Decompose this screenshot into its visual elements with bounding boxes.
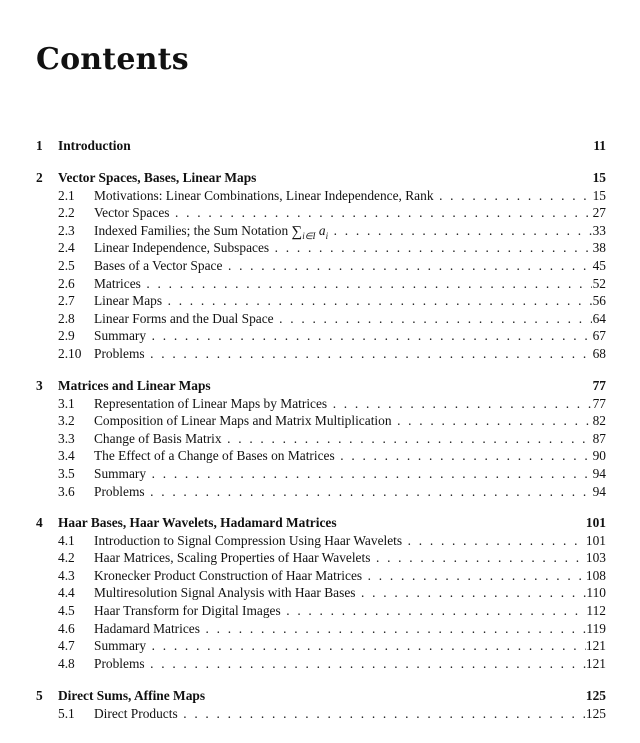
chapter-title: Haar Bases, Haar Wavelets, Hadamard Matrices xyxy=(58,515,337,530)
section-title: Linear Maps . . . xyxy=(94,292,592,310)
chapter-heading[interactable] xyxy=(0,137,640,155)
sum-subscript: i∈I xyxy=(302,230,316,241)
section-title: Linear Forms and the Dual Space . . . xyxy=(94,310,592,328)
section-page: 90 xyxy=(592,448,606,464)
section-page: 56 xyxy=(592,293,606,309)
section-title: Haar Transform for Digital Images . . . xyxy=(94,602,592,620)
section-page: 112 xyxy=(586,602,606,618)
section-number: 4.8 xyxy=(58,655,75,671)
toc-entry[interactable] xyxy=(0,620,640,638)
chapter-page: 125 xyxy=(585,688,606,703)
chapter-number: 2 xyxy=(36,170,43,185)
section-number: 3.4 xyxy=(58,448,75,464)
toc-entry[interactable] xyxy=(0,430,640,448)
section-title: The Effect of a Change of Bases on Matrices . . . xyxy=(94,447,592,465)
chapter-3 xyxy=(0,377,640,500)
toc-entry[interactable] xyxy=(0,239,640,257)
chapter-heading[interactable] xyxy=(0,687,640,705)
section-title: Multiresolution Signal Analysis with Haar Bases . . . xyxy=(94,584,592,602)
section-number: 2.2 xyxy=(58,205,75,221)
section-title: Motivations: Linear Combinations, Linear Independence, Rank . . . xyxy=(94,187,592,205)
section-title: Vector Spaces . . . xyxy=(94,204,592,222)
section-number: 3.3 xyxy=(58,430,75,446)
toc-entry[interactable] xyxy=(0,705,640,723)
chapter-title: Vector Spaces, Bases, Linear Maps xyxy=(58,170,257,185)
section-number: 3.5 xyxy=(58,465,75,481)
sum-term: a xyxy=(318,222,326,238)
toc-entry[interactable] xyxy=(0,327,640,345)
section-page: 94 xyxy=(592,483,606,499)
section-page: 101 xyxy=(585,532,606,548)
toc-entry[interactable] xyxy=(0,310,640,328)
section-page: 110 xyxy=(586,585,606,601)
section-page: 121 xyxy=(585,638,606,654)
section-number: 2.9 xyxy=(58,328,75,344)
section-title: Problems . . . xyxy=(94,345,592,363)
section-page: 45 xyxy=(592,257,606,273)
section-page: 121 xyxy=(585,655,606,671)
section-page: 15 xyxy=(592,187,606,203)
section-page: 38 xyxy=(592,240,606,256)
section-number: 2.3 xyxy=(58,222,75,238)
section-page: 67 xyxy=(592,328,606,344)
section-page: 108 xyxy=(585,567,606,583)
section-title: Hadamard Matrices . . . xyxy=(94,620,592,638)
chapter-number: 1 xyxy=(36,138,43,153)
toc-entry[interactable] xyxy=(0,567,640,585)
section-number: 3.2 xyxy=(58,413,75,429)
section-title: Indexed Families; the Sum Notation $\sum_{i\in I}$ $a_i$ . . . xyxy=(94,222,592,246)
chapter-number: 5 xyxy=(36,688,43,703)
chapter-2 xyxy=(0,169,640,363)
section-title: Summary . . . xyxy=(94,465,592,483)
toc-entry[interactable] xyxy=(0,655,640,673)
section-number: 4.1 xyxy=(58,532,75,548)
chapter-page: 77 xyxy=(592,378,606,393)
section-number: 3.6 xyxy=(58,483,75,499)
page-title: Contents xyxy=(36,42,189,77)
section-title: Change of Basis Matrix . . . xyxy=(94,430,592,448)
section-number: 4.4 xyxy=(58,585,75,601)
sum-symbol: ∑ xyxy=(291,223,303,240)
section-number: 5.1 xyxy=(58,705,75,721)
chapter-title: Introduction xyxy=(58,138,131,153)
toc-entry[interactable] xyxy=(0,549,640,567)
section-page: 68 xyxy=(592,345,606,361)
chapter-title: Direct Sums, Affine Maps xyxy=(58,688,206,703)
section-page: 87 xyxy=(592,430,606,446)
chapter-1 xyxy=(0,137,640,155)
section-number: 2.1 xyxy=(58,187,75,203)
chapter-title: Matrices and Linear Maps xyxy=(58,378,211,393)
chapter-4 xyxy=(0,514,640,672)
section-title: Problems . . . xyxy=(94,655,592,673)
section-number: 4.6 xyxy=(58,620,75,636)
section-title: Problems . . . xyxy=(94,483,592,501)
toc-entry[interactable] xyxy=(0,602,640,620)
section-page: 64 xyxy=(592,310,606,326)
toc-entry[interactable] xyxy=(0,222,640,240)
section-page: 125 xyxy=(585,705,606,721)
chapter-heading[interactable] xyxy=(0,169,640,187)
toc-entry[interactable] xyxy=(0,292,640,310)
toc-entry[interactable] xyxy=(0,447,640,465)
toc-entry[interactable] xyxy=(0,345,640,363)
section-number: 2.6 xyxy=(58,275,75,291)
section-title: Direct Products . . . xyxy=(94,705,592,723)
section-number: 2.7 xyxy=(58,293,75,309)
chapter-number: 4 xyxy=(36,515,43,530)
chapter-page: 15 xyxy=(592,170,606,185)
toc-entry[interactable] xyxy=(0,275,640,293)
section-number: 4.3 xyxy=(58,567,75,583)
section-title: Matrices . . . xyxy=(94,275,592,293)
section-title: Introduction to Signal Compression Using Haar Wavelets . . . xyxy=(94,532,592,550)
section-page: 77 xyxy=(592,395,606,411)
section-page: 82 xyxy=(592,413,606,429)
toc-entry[interactable] xyxy=(0,395,640,413)
sum-term-subscript: i xyxy=(325,230,329,241)
chapter-number: 3 xyxy=(36,378,43,393)
toc-entry[interactable] xyxy=(0,532,640,550)
section-number: 2.5 xyxy=(58,257,75,273)
toc-entry[interactable] xyxy=(0,483,640,501)
section-title: Summary . . . xyxy=(94,637,592,655)
chapter-heading[interactable] xyxy=(0,377,640,395)
section-title: Kronecker Product Construction of Haar Matrices . . . xyxy=(94,567,592,585)
section-number: 2.4 xyxy=(58,240,75,256)
section-page: 103 xyxy=(585,550,606,566)
chapter-heading[interactable] xyxy=(0,514,640,532)
section-number: 2.10 xyxy=(58,345,82,361)
section-number: 4.2 xyxy=(58,550,75,566)
toc-entry[interactable] xyxy=(0,584,640,602)
section-number: 3.1 xyxy=(58,395,75,411)
chapter-5 xyxy=(0,687,640,722)
section-page: 33 xyxy=(592,222,606,238)
section-number: 4.7 xyxy=(58,638,75,654)
section-title: Composition of Linear Maps and Matrix Multiplication . . . xyxy=(94,412,592,430)
toc-entry[interactable] xyxy=(0,412,640,430)
toc-entry[interactable] xyxy=(0,187,640,205)
toc-entry[interactable] xyxy=(0,637,640,655)
section-title: Haar Matrices, Scaling Properties of Haar Wavelets . . . xyxy=(94,549,592,567)
toc-entry[interactable] xyxy=(0,204,640,222)
section-title: Linear Independence, Subspaces . . . xyxy=(94,239,592,257)
section-title: Representation of Linear Maps by Matrices . . . xyxy=(94,395,592,413)
chapter-page: 11 xyxy=(593,138,606,153)
toc-entry[interactable] xyxy=(0,257,640,275)
section-page: 94 xyxy=(592,465,606,481)
section-page: 119 xyxy=(586,620,606,636)
section-number: 2.8 xyxy=(58,310,75,326)
section-page: 27 xyxy=(592,205,606,221)
section-title: Bases of a Vector Space . . . xyxy=(94,257,592,275)
section-number: 4.5 xyxy=(58,602,75,618)
section-page: 52 xyxy=(592,275,606,291)
chapter-page: 101 xyxy=(585,515,606,530)
section-title: Summary . . . xyxy=(94,327,592,345)
toc-entry[interactable] xyxy=(0,465,640,483)
